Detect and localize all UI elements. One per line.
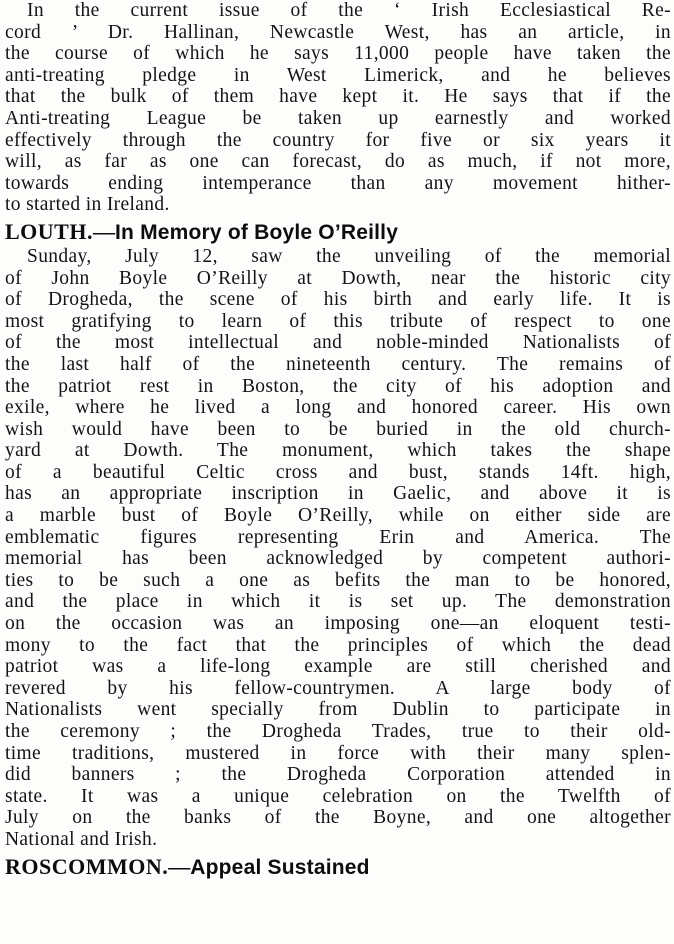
paragraph-line: emblematic figures representing Erin and America. The — [5, 526, 671, 548]
heading-separator: — — [168, 853, 191, 879]
paragraph-line: of Drogheda, the scene of his birth and early life. It is — [5, 289, 671, 311]
paragraph-line: ties to be such a one as befits the man to be honored, — [5, 569, 671, 591]
paragraph-line: Nationalists went specially from Dublin to participate in — [5, 699, 671, 721]
paragraph-line: the last half of the nineteenth century. The remains of — [5, 353, 671, 375]
paragraph-line: revered by his fellow-countrymen. A large body of — [5, 677, 671, 699]
paragraph-line: and the place in which it is set up. The demonstration — [5, 591, 671, 613]
paragraph-line: of John Boyle O’Reilly at Dowth, near the historic city — [5, 267, 671, 289]
paragraph-line: Sunday, July 12, saw the unveiling of the memorial — [27, 245, 671, 267]
paragraph-line: time traditions, mustered in force with their many splen- — [5, 742, 671, 764]
paragraph-line: will, as far as one can forecast, do as much, if not more, — [5, 151, 671, 173]
paragraph-line: of a beautiful Celtic cross and bust, stands 14ft. high, — [5, 461, 671, 483]
heading-title: Appeal Sustained — [190, 855, 370, 879]
heading-region: ROSCOMMON. — [5, 853, 169, 879]
paragraph-line: patriot was a life-long example are still cherished and — [5, 656, 671, 678]
paragraph-line: state. It was a unique celebration on the Twelfth of — [5, 785, 671, 807]
paragraph-line: has an appropriate inscription in Gaelic, and above it is — [5, 483, 671, 505]
paragraph-line: towards ending intemperance than any movement hither- — [5, 172, 671, 194]
paragraph-line: wish would have been to be buried in the old church- — [5, 418, 671, 440]
paragraph-line: exile, where he lived a long and honored career. His own — [5, 397, 671, 419]
paragraph-line: anti-treating pledge in West Limerick, and he believes — [5, 64, 671, 86]
paragraph-line: memorial has been acknowledged by competent authori- — [5, 548, 671, 570]
paragraph-line: the course of which he says 11,000 people have taken the — [5, 43, 671, 65]
section-heading-louth — [5, 218, 671, 246]
paragraph-line: cord ’ Dr. Hallinan, Newcastle West, has an article, in — [5, 21, 671, 43]
article-intemperance — [5, 0, 671, 216]
paragraph-line: most gratifying to learn of this tribute of respect to one — [5, 310, 671, 332]
paragraph-line: effectively through the country for five or six years it — [5, 129, 671, 151]
paragraph-line: of the most intellectual and noble-minded Nationalists of — [5, 332, 671, 354]
paragraph-line: In the current issue of the ‘ Irish Ecclesiastical Re- — [27, 0, 671, 21]
paragraph-line: on the occasion was an imposing one—an eloquent testi- — [5, 613, 671, 635]
paragraph-line: mony to the fact that the principles of which the dead — [5, 634, 671, 656]
heading-region: LOUTH. — [5, 218, 93, 244]
paragraph-line: yard at Dowth. The monument, which takes the shape — [5, 440, 671, 462]
heading-separator: — — [92, 218, 115, 244]
paragraph-line: did banners ; the Drogheda Corporation attended in — [5, 764, 671, 786]
paragraph-line: to started in Ireland. — [5, 194, 170, 216]
text-column — [5, 0, 671, 881]
paragraph-line: National and Irish. — [5, 828, 158, 850]
heading-title: In Memory of Boyle O’Reilly — [114, 220, 399, 244]
paragraph-line: July on the banks of the Boyne, and one altogether — [5, 807, 671, 829]
section-heading-roscommon — [5, 853, 671, 881]
paragraph-line: the patriot rest in Boston, the city of his adoption and — [5, 375, 671, 397]
paragraph-line: the ceremony ; the Drogheda Trades, true to their old- — [5, 721, 671, 742]
paragraph-line: that the bulk of them have kept it. He says that if the — [5, 86, 671, 108]
paragraph-line: a marble bust of Boyle O’Reilly, while on either side are — [5, 505, 671, 527]
article-boyle-oreilly — [5, 246, 671, 851]
paragraph-line: Anti-treating League be taken up earnestly and worked — [5, 107, 671, 129]
